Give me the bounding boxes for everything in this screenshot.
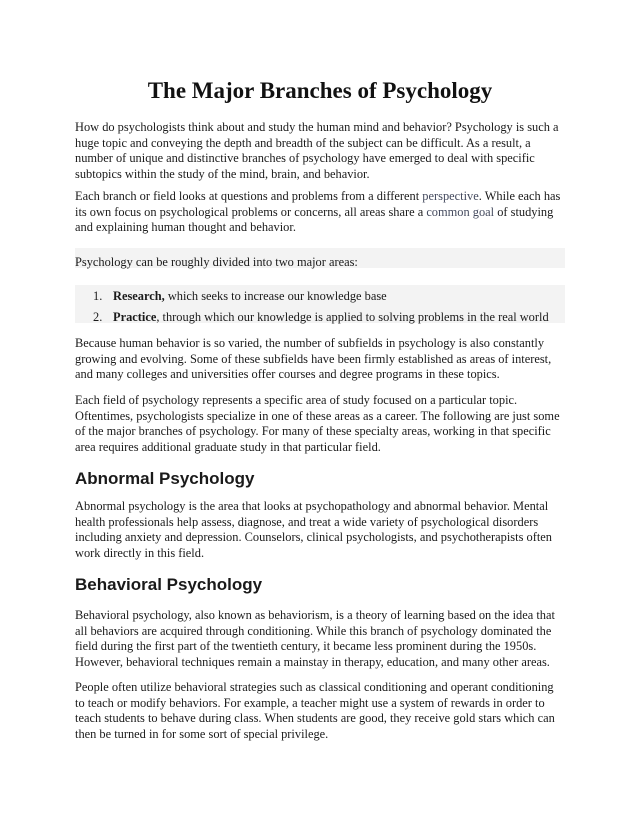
list-description: , through which our knowledge is applied to solving problems in the real world	[156, 310, 549, 324]
list-term: Practice	[113, 310, 157, 324]
list-item	[93, 310, 563, 326]
perspective-paragraph	[75, 189, 565, 236]
page-title: The Major Branches of Psychology	[147, 78, 493, 103]
abnormal-psychology-paragraph: Abnormal psychology is the area that looks at psychopathology and abnormal behavior. Mental health professionals help assess, diagnose, and treat a wide variety of psychological disorders including anxiety and depression. Counselors, clinical psychologists, and psychotherapists often work directly in this field.	[75, 499, 552, 560]
intro-paragraph: How do psychologists think about and study the human mind and behavior? Psychology is such a huge topic and conveying the depth and breadth of the subject can be difficult. As a result, a number of unique and distinctive branches of psychology have emerged to deal with specific subtopics within the study of the mind, brain, and behavior.	[75, 120, 559, 181]
behavioral-psychology-paragraph: Behavioral psychology, also known as behaviorism, is a theory of learning based on the idea that all behaviors are acquired through conditioning. While this branch of psychology dominated the field during the first part of the twentieth century, it became less prominent during the 1950s. However, behavioral techniques remain a mainstay in therapy, education, and many other areas.	[75, 608, 555, 669]
specialty-paragraph: Each field of psychology represents a specific area of study focused on a particular topic. Oftentimes, psychologists specialize in one of these areas as a career. The following are just some of the major branches of psychology. For many of these specialty areas, working in that specific area requires additional graduate study in that particular field.	[75, 393, 560, 454]
perspective-text-end: of studying and explaining human thought and behavior.	[75, 204, 554, 234]
list-item	[93, 289, 563, 305]
subfields-paragraph: Because human behavior is so varied, the number of subfields in psychology is also constantly growing and evolving. Some of these subfields have been firmly established as areas of interest, and many colleges and universities offer courses and degree programs in these topics.	[75, 336, 552, 381]
list-description: which seeks to increase our knowledge base	[164, 289, 387, 303]
abnormal-psychology-heading: Abnormal Psychology	[75, 469, 255, 488]
behavioral-strategies-paragraph: People often utilize behavioral strategies such as classical conditioning and operant conditioning to teach or modify behaviors. For example, a teacher might use a system of rewards in order to teach students to behave during class. When students are good, they receive gold stars which can then be turned in for some sort of special privilege.	[75, 680, 555, 741]
areas-intro: Psychology can be roughly divided into two major areas:	[75, 255, 358, 269]
list-number: 1.	[93, 289, 103, 303]
perspective-link[interactable]: perspective	[422, 189, 479, 203]
common-goal-link[interactable]: common goal	[426, 204, 495, 219]
list-number: 2.	[93, 310, 103, 324]
behavioral-psychology-heading: Behavioral Psychology	[75, 575, 263, 594]
list-term: Research,	[113, 289, 165, 303]
perspective-text-start: Each branch or field looks at questions and problems from a different	[75, 189, 423, 203]
perspective-text-middle: . While each has its own focus on psychological problems or concerns, all areas share a	[75, 189, 561, 219]
